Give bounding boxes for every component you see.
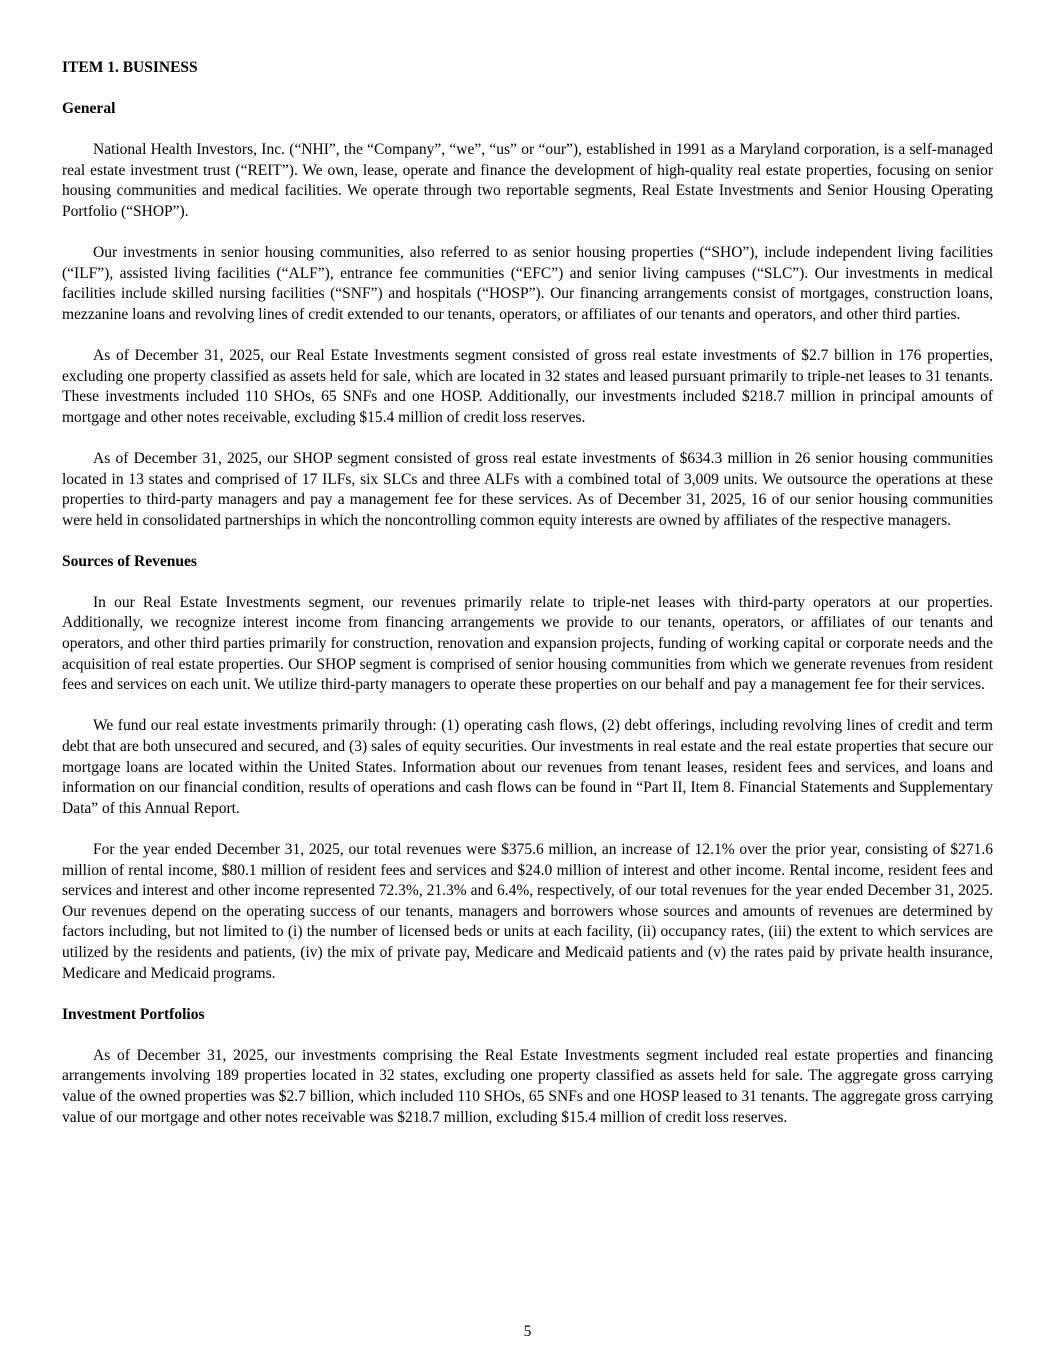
paragraph-portfolios-1: As of December 31, 2025, our investments comprising the Real Estate Investments segment included real estate properties and financing arrangements involving 189 properties located in 32 states, excluding one property classified as assets held for sale. The aggregate gross carrying value of the owned properties was $2.7 billion, which included 110 SHOs, 65 SNFs and one HOSP leased to 31 tenants. The aggregate gross carrying value of our mortgage and other notes receivable was $218.7 million, excluding $15.4 million of credit loss reserves. <box>62 1046 993 1126</box>
page-number: 5 <box>523 1323 532 1340</box>
document-page <box>62 58 993 1149</box>
paragraph-general-4: As of December 31, 2025, our SHOP segment consisted of gross real estate investments of $634.3 million in 26 senior housing communities located in 13 states and comprised of 17 ILFs, six SLCs and three ALFs with a combined total of 3,009 units. We outsource the operations at these properties to third-party managers and pay a management fee for these services. As of December 31, 2025, 16 of our senior housing communities were held in consolidated partnerships in which the noncontrolling common equity interests are owned by affiliates of the respective managers. <box>62 449 993 529</box>
item-heading: ITEM 1. BUSINESS <box>62 59 198 76</box>
paragraph-sources-3: For the year ended December 31, 2025, our total revenues were $375.6 million, an increase of 12.1% over the prior year, consisting of $271.6 million of rental income, $80.1 million of resident fees and services and $24.0 million of interest and other income. Rental income, resident fees and services and interest and other income represented 72.3%, 21.3% and 6.4%, respectively, of our total revenues for the year ended December 31, 2025. Our revenues depend on the operating success of our tenants, managers and borrowers whose sources and amounts of revenues are determined by factors including, but not limited to (i) the number of licensed beds or units at each facility, (ii) occupancy rates, (iii) the extent to which services are utilized by the residents and patients, (iv) the mix of private pay, Medicare and Medicaid patients and (v) the rates paid by private health insurance, Medicare and Medicaid programs. <box>62 841 993 982</box>
paragraph-sources-1: In our Real Estate Investments segment, our revenues primarily relate to triple-net leases with third-party operators at our properties. Additionally, we recognize interest income from financing arrangements we provide to our tenants, operators, or affiliates of our tenants and operators, and other third parties primarily for construction, renovation and expansion projects, funding of working capital or corporate needs and the acquisition of real estate properties. Our SHOP segment is comprised of senior housing communities from which we generate revenues from resident fees and services on each unit. We utilize third-party managers to operate these properties on our behalf and pay a management fee for their services. <box>62 593 993 694</box>
section-heading-portfolios: Investment Portfolios <box>62 1005 205 1023</box>
section-sources-of-revenues <box>62 552 993 984</box>
section-heading-general: General <box>62 100 116 117</box>
section-investment-portfolios <box>62 1005 993 1128</box>
paragraph-general-2: Our investments in senior housing communities, also referred to as senior housing properties (“SHO”), include independent living facilities (“ILF”), assisted living facilities (“ALF”), entrance fee communities (“EFC”) and senior living campuses (“SLC”). Our investments in medical facilities include skilled nursing facilities (“SNF”) and hospitals (“HOSP”). Our financing arrangements consist of mortgages, construction loans, mezzanine loans and revolving lines of credit extended to our tenants, operators, or affiliates of our tenants and operators, and other third parties. <box>62 243 993 323</box>
paragraph-general-1: National Health Investors, Inc. (“NHI”, the “Company”, “we”, “us” or “our”), established in 1991 as a Maryland corporation, is a self-managed real estate investment trust (“REIT”). We own, lease, operate and finance the development of high-quality real estate properties, focusing on senior housing communities and medical facilities. We operate through two reportable segments, Real Estate Investments and Senior Housing Operating Portfolio (“SHOP”). <box>62 141 993 220</box>
section-general <box>62 99 993 531</box>
paragraph-sources-2: We fund our real estate investments primarily through: (1) operating cash flows, (2) debt offerings, including revolving lines of credit and term debt that are both unsecured and secured, and (3) sales of equity securities. Our investments in real estate and the real estate properties that secure our mortgage loans are located within the United States. Information about our revenues from tenant leases, resident fees and services, and loans and information on our financial condition, results of operations and cash flows can be found in “Part II, Item 8. Financial Statements and Supplementary Data” of this Annual Report. <box>62 717 993 817</box>
section-heading-sources: Sources of Revenues <box>62 552 197 570</box>
paragraph-general-3: As of December 31, 2025, our Real Estate Investments segment consisted of gross real estate investments of $2.7 billion in 176 properties, excluding one property classified as assets held for sale, which are located in 32 states and leased pursuant primarily to triple-net leases to 31 tenants. These investments included 110 SHOs, 65 SNFs and one HOSP. Additionally, our investments included $218.7 million in principal amounts of mortgage and other notes receivable, excluding $15.4 million of credit loss reserves. <box>62 346 993 426</box>
